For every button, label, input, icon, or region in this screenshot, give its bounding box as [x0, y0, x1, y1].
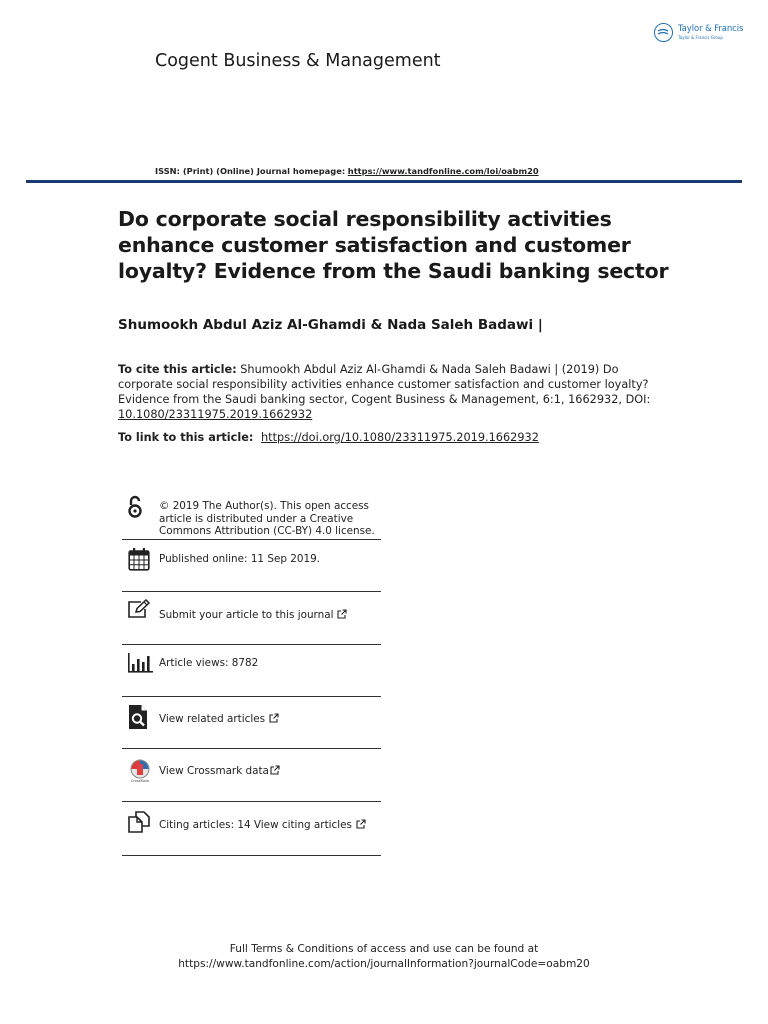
crossmark-badge-text: CrossMark [130, 779, 150, 783]
journal-homepage-link[interactable]: https://www.tandfonline.com/loi/oabm20 [347, 166, 539, 176]
views-item [122, 645, 381, 697]
crossmark-item[interactable] [122, 749, 381, 802]
related-search-icon [128, 704, 148, 734]
calendar-icon [128, 547, 150, 575]
citing-item[interactable] [122, 802, 381, 856]
related-articles-link[interactable] [159, 713, 279, 726]
external-link-icon [356, 819, 366, 829]
citation-block [118, 362, 658, 422]
submit-item[interactable] [122, 592, 381, 645]
crossmark-icon [127, 759, 153, 785]
open-access-icon [127, 495, 143, 523]
citing-articles-link[interactable] [159, 819, 366, 832]
external-link-icon [269, 713, 279, 723]
citation-text: Shumookh Abdul Aziz Al-Ghamdi & Nada Saleh Badawi | (2019) Do corporate social responsibility activities enhance customer satisfaction and customer loyalty? Evidence from the Saudi banking sector, Cogent Business & Management, 6:1, 1662932, DOI: [118, 363, 651, 406]
license-text: © 2019 The Author(s). This open access article is distributed under a Creative Commons Attribution (CC-BY) 4.0 license. [159, 500, 375, 537]
publisher-logo-icon [654, 23, 673, 42]
article-views: Article views: 8782 [159, 657, 259, 669]
article-title: Do corporate social responsibility activities enhance customer satisfaction and customer loyalty? Evidence from the Saudi banking sector [118, 207, 669, 283]
issn-label: ISSN: (Print) (Online) Journal homepage: [155, 166, 346, 176]
citation-doi-link[interactable]: 10.1080/23311975.2019.1662932 [118, 408, 313, 421]
published-item [122, 540, 381, 592]
crossmark-link[interactable] [159, 765, 280, 778]
external-link-icon [337, 609, 347, 619]
footer-terms-link[interactable]: https://www.tandfonline.com/action/journalInformation?journalCode=oabm20 [178, 958, 590, 970]
citing-articles-label: Citing articles: 14 View citing articles [159, 819, 352, 831]
footer-terms-text: Full Terms & Conditions of access and use can be found at [229, 943, 539, 955]
footer [0, 942, 768, 972]
related-item[interactable] [122, 697, 381, 749]
published-date: Published online: 11 Sep 2019. [159, 553, 320, 565]
publisher-logo [654, 22, 754, 46]
citation-label: To cite this article: [118, 363, 237, 376]
article-authors: Shumookh Abdul Aziz Al-Ghamdi & Nada Saleh Badawi | [118, 317, 543, 333]
journal-name: Cogent Business & Management [155, 51, 441, 71]
external-link-icon [270, 765, 280, 775]
submit-article-label: Submit your article to this journal [159, 609, 334, 621]
article-doi-link[interactable]: https://doi.org/10.1080/23311975.2019.1662932 [261, 431, 539, 444]
publisher-name: Taylor & Francis [678, 24, 744, 34]
article-link-label: To link to this article: [118, 431, 254, 444]
header-rule [26, 180, 742, 183]
license-item [122, 490, 381, 540]
related-articles-label: View related articles [159, 713, 266, 725]
article-link-block [118, 431, 539, 444]
citing-articles-icon [127, 811, 151, 837]
edit-icon [127, 599, 151, 623]
bar-chart-icon [127, 653, 153, 677]
issn-line [155, 166, 539, 176]
publisher-group: Taylor & Francis Group [678, 35, 723, 40]
submit-article-link[interactable] [159, 609, 347, 622]
crossmark-label: View Crossmark data [159, 765, 269, 777]
